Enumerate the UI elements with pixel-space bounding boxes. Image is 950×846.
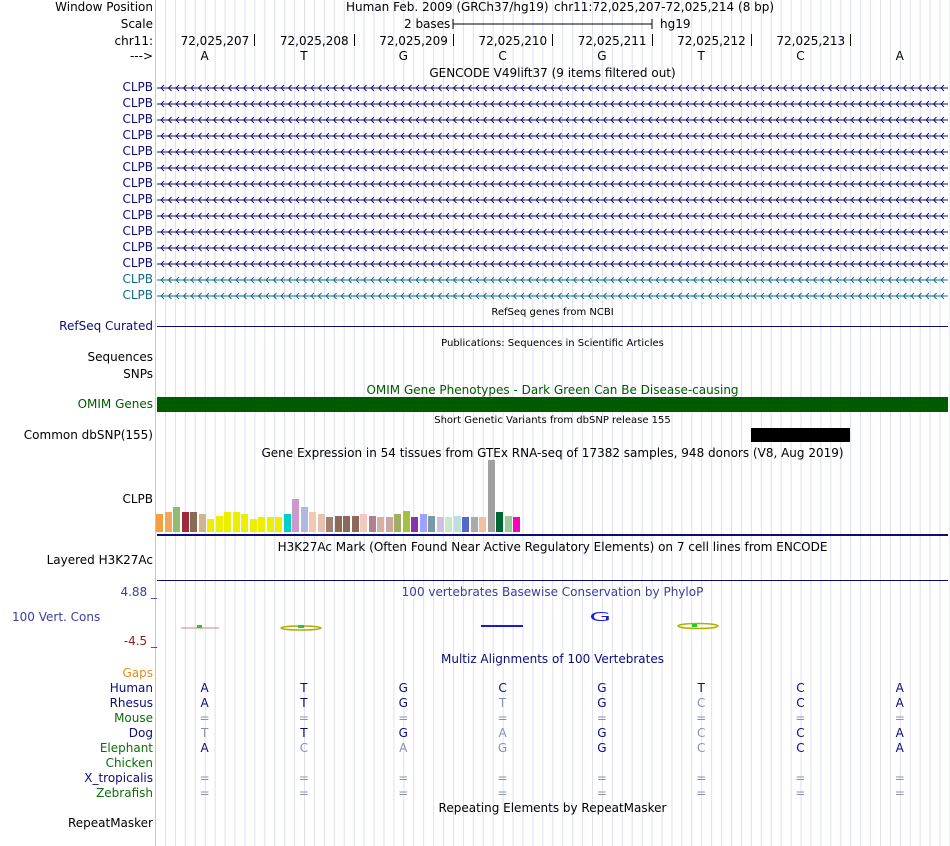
conservation-min-label: -4.5 _ bbox=[123, 634, 157, 648]
gtex-tissue-bar[interactable] bbox=[318, 514, 325, 532]
gencode-transcript-line[interactable] bbox=[155, 227, 950, 237]
alignment-base: = bbox=[497, 711, 508, 725]
gencode-transcript-label[interactable]: CLPB bbox=[122, 288, 153, 302]
phylop-mark-2 bbox=[281, 625, 321, 630]
alignment-base: C bbox=[299, 741, 309, 755]
sequence-base[interactable]: G bbox=[398, 49, 408, 63]
alignment-base: = bbox=[497, 786, 508, 800]
gtex-tissue-bar[interactable] bbox=[250, 519, 257, 532]
alignment-base: C bbox=[696, 726, 706, 740]
alignment-base: = bbox=[795, 786, 806, 800]
dbsnp-variant-block[interactable] bbox=[751, 428, 850, 442]
alignment-base: G bbox=[497, 741, 508, 755]
gtex-tissue-bar[interactable] bbox=[258, 517, 265, 532]
conservation-label[interactable]: 100 Vert. Cons bbox=[12, 610, 101, 624]
phylop-logo[interactable] bbox=[155, 608, 950, 638]
alignment-base: C bbox=[696, 696, 706, 710]
repeatmasker-label[interactable]: RepeatMasker bbox=[67, 816, 153, 830]
alignment-base: = bbox=[199, 771, 210, 785]
gtex-tissue-bar[interactable] bbox=[267, 517, 274, 532]
gtex-title[interactable]: Gene Expression in 54 tissues from GTEx RNA-seq of 17382 samples, 948 donors (V8, Aug 2019) bbox=[261, 446, 844, 460]
alignment-base: A bbox=[895, 696, 904, 710]
gtex-tissue-bar[interactable] bbox=[352, 516, 359, 532]
gtex-tissue-bar[interactable] bbox=[224, 512, 231, 532]
scale-bar bbox=[452, 17, 657, 31]
gtex-tissue-bar[interactable] bbox=[199, 514, 206, 532]
alignment-base: A bbox=[200, 741, 209, 755]
alignment-base: A bbox=[895, 726, 904, 740]
alignment-base: = bbox=[696, 711, 707, 725]
position-text[interactable]: chr11:72,025,207-72,025,214 (8 bp) bbox=[554, 0, 775, 14]
gtex-tissue-bar[interactable] bbox=[428, 516, 435, 532]
refseq-title[interactable]: RefSeq genes from NCBI bbox=[491, 307, 614, 318]
alignment-base: = bbox=[298, 786, 309, 800]
gtex-tissue-bar[interactable] bbox=[454, 516, 461, 532]
omim-title[interactable]: OMIM Gene Phenotypes - Dark Green Can Be Disease-causing bbox=[366, 383, 739, 397]
gtex-tissue-bar[interactable] bbox=[309, 512, 316, 532]
coord-label: 72,025,211 bbox=[577, 34, 647, 48]
alignment-base: C bbox=[696, 741, 706, 755]
sequence-base[interactable]: T bbox=[300, 49, 308, 63]
species-label[interactable]: Dog bbox=[128, 726, 153, 740]
gencode-transcript-line[interactable] bbox=[155, 259, 950, 269]
alignment-base: = bbox=[398, 711, 409, 725]
alignment-base: = bbox=[795, 771, 806, 785]
scale-label: Scale bbox=[120, 17, 153, 31]
alignment-base: G bbox=[597, 696, 607, 710]
species-label[interactable]: Elephant bbox=[99, 741, 153, 755]
gencode-transcript-line[interactable] bbox=[155, 243, 950, 253]
gtex-tissue-bar[interactable] bbox=[233, 512, 240, 532]
gencode-transcript-label[interactable]: CLPB bbox=[122, 192, 153, 206]
gtex-tissue-bar[interactable] bbox=[343, 516, 350, 532]
gtex-tissue-bar[interactable] bbox=[403, 511, 410, 532]
gtex-tissue-bar[interactable] bbox=[462, 517, 469, 532]
omim-gene-bar[interactable] bbox=[157, 397, 948, 412]
gtex-tissue-bar[interactable] bbox=[173, 507, 180, 532]
gencode-transcript-line[interactable] bbox=[155, 163, 950, 173]
alignment-base: T bbox=[200, 726, 209, 740]
sequence-base[interactable]: C bbox=[796, 49, 805, 63]
gtex-tissue-bar[interactable] bbox=[386, 517, 393, 532]
gtex-tissue-bar[interactable] bbox=[275, 517, 282, 532]
coord-tick bbox=[354, 34, 355, 46]
gencode-transcript-line[interactable] bbox=[155, 211, 950, 221]
species-label[interactable]: X_tropicalis bbox=[84, 771, 153, 785]
gencode-transcript-label[interactable]: CLPB bbox=[122, 208, 153, 222]
phylop-mark-1 bbox=[181, 625, 219, 628]
publications-title[interactable]: Publications: Sequences in Scientific Articles bbox=[441, 338, 664, 349]
phylop-mark-7 bbox=[678, 624, 718, 629]
conservation-title[interactable]: 100 vertebrates Basewise Conservation by PhyloP bbox=[401, 585, 704, 599]
coord-tick bbox=[850, 34, 851, 46]
alignment-base: A bbox=[498, 726, 507, 740]
strand-label: ---> bbox=[129, 49, 153, 63]
sequence-base[interactable]: T bbox=[697, 49, 705, 63]
gtex-tissue-bar[interactable] bbox=[156, 514, 163, 532]
alignment-base: = bbox=[596, 711, 607, 725]
sequence-base[interactable]: A bbox=[200, 49, 209, 63]
gtex-bar-chart[interactable] bbox=[155, 460, 575, 532]
gencode-transcript-line[interactable] bbox=[155, 83, 950, 93]
gencode-transcript-label[interactable]: CLPB bbox=[122, 224, 153, 238]
alignment-base: G bbox=[398, 681, 408, 695]
gtex-tissue-bar[interactable] bbox=[360, 514, 367, 532]
gtex-tissue-bar[interactable] bbox=[241, 514, 248, 532]
h3k27ac-baseline bbox=[157, 580, 948, 581]
gtex-tissue-bar[interactable] bbox=[394, 514, 401, 532]
assembly-text: Human Feb. 2009 (GRCh37/hg19) bbox=[346, 0, 549, 14]
alignment-base: C bbox=[796, 726, 805, 740]
omim-label[interactable]: OMIM Genes bbox=[77, 397, 153, 411]
alignment-base: G bbox=[398, 696, 408, 710]
gencode-transcript-line[interactable] bbox=[155, 291, 950, 301]
h3k27ac-label[interactable]: Layered H3K27Ac bbox=[46, 553, 153, 567]
gencode-transcript-line[interactable] bbox=[155, 179, 950, 189]
scale-db: hg19 bbox=[660, 17, 691, 31]
alignment-base: G bbox=[597, 741, 607, 755]
alignment-base: A bbox=[200, 681, 209, 695]
alignment-base: G bbox=[597, 726, 607, 740]
gencode-transcript-line[interactable] bbox=[155, 275, 950, 285]
coord-tick bbox=[652, 34, 653, 46]
gtex-tissue-bar[interactable] bbox=[437, 517, 444, 532]
alignment-base: = bbox=[696, 786, 707, 800]
refseq-label[interactable]: RefSeq Curated bbox=[59, 319, 153, 333]
gtex-tissue-bar[interactable] bbox=[513, 517, 520, 532]
alignment-base: T bbox=[300, 726, 308, 740]
alignment-base: = bbox=[894, 771, 905, 785]
snps-label[interactable]: SNPs bbox=[123, 367, 153, 381]
h3k27ac-title[interactable]: H3K27Ac Mark (Often Found Near Active Regulatory Elements) on 7 cell lines from ENCODE bbox=[277, 540, 828, 554]
alignment-base: C bbox=[796, 681, 805, 695]
gencode-transcript-label[interactable]: CLPB bbox=[122, 160, 153, 174]
coord-label: 72,025,209 bbox=[379, 34, 448, 48]
gtex-tissue-bar[interactable] bbox=[284, 514, 291, 532]
alignment-base: C bbox=[796, 741, 805, 755]
alignment-base: = bbox=[596, 771, 607, 785]
gtex-tissue-bar[interactable] bbox=[335, 516, 342, 532]
publications-label[interactable]: Sequences bbox=[87, 350, 153, 364]
gtex-label[interactable]: CLPB bbox=[122, 492, 153, 506]
multiz-title[interactable]: Multiz Alignments of 100 Vertebrates bbox=[440, 652, 665, 666]
dbsnp-title[interactable]: Short Genetic Variants from dbSNP release 155 bbox=[434, 415, 671, 426]
alignment-base: = bbox=[199, 711, 210, 725]
sequence-base[interactable]: C bbox=[498, 49, 507, 63]
gencode-transcript-line[interactable] bbox=[155, 115, 950, 125]
gencode-transcript-line[interactable] bbox=[155, 195, 950, 205]
gtex-tissue-bar[interactable] bbox=[420, 514, 427, 532]
alignment-base: = bbox=[199, 786, 210, 800]
gtex-tissue-bar[interactable] bbox=[326, 517, 333, 532]
alignment-base: = bbox=[398, 786, 409, 800]
alignment-base: A bbox=[200, 696, 209, 710]
gtex-tissue-bar[interactable] bbox=[479, 517, 486, 532]
alignment-base: T bbox=[300, 681, 308, 695]
coord-label: 72,025,213 bbox=[776, 34, 846, 48]
svg-text:G: G bbox=[589, 610, 612, 625]
alignment-base: = bbox=[298, 711, 309, 725]
coord-label: 72,025,207 bbox=[180, 34, 250, 48]
gtex-baseline bbox=[157, 534, 948, 536]
species-label[interactable]: Human bbox=[109, 681, 153, 695]
coord-label: 72,025,210 bbox=[478, 34, 548, 48]
window-position-label: Window Position bbox=[55, 0, 153, 14]
gtex-tissue-bar[interactable] bbox=[182, 512, 189, 532]
gtex-tissue-bar[interactable] bbox=[411, 517, 418, 532]
alignment-base: C bbox=[498, 681, 507, 695]
coord-label: 72,025,212 bbox=[677, 34, 746, 48]
conservation-max-label: 4.88 _ bbox=[120, 585, 157, 599]
gencode-transcript-line[interactable] bbox=[155, 147, 950, 157]
alignment-base: T bbox=[300, 696, 308, 710]
species-label[interactable]: Chicken bbox=[105, 756, 153, 770]
gtex-tissue-bar[interactable] bbox=[190, 512, 197, 532]
gencode-transcript-line[interactable] bbox=[155, 131, 950, 141]
gaps-label[interactable]: Gaps bbox=[122, 666, 153, 680]
gtex-tissue-bar[interactable] bbox=[471, 517, 478, 532]
gtex-tissue-bar[interactable] bbox=[369, 516, 376, 532]
phylop-mark-5 bbox=[589, 611, 611, 625]
gtex-tissue-bar[interactable] bbox=[207, 519, 214, 532]
gtex-tissue-bar[interactable] bbox=[292, 499, 299, 532]
sequence-base[interactable]: G bbox=[597, 49, 607, 63]
coord-tick bbox=[453, 34, 454, 46]
gtex-tissue-bar[interactable] bbox=[165, 512, 172, 532]
alignment-base: = bbox=[298, 771, 309, 785]
gencode-title[interactable]: GENCODE V49lift37 (9 items filtered out) bbox=[429, 66, 676, 80]
coord-tick bbox=[552, 34, 553, 46]
gtex-tissue-bar[interactable] bbox=[496, 512, 503, 532]
gtex-tissue-bar[interactable] bbox=[505, 516, 512, 532]
alignment-base: = bbox=[894, 711, 905, 725]
gtex-tissue-bar[interactable] bbox=[301, 507, 308, 532]
dbsnp-label[interactable]: Common dbSNP(155) bbox=[23, 428, 153, 442]
alignment-base: C bbox=[796, 696, 805, 710]
gencode-transcript-label[interactable]: CLPB bbox=[122, 96, 153, 110]
gencode-transcript-line[interactable] bbox=[155, 99, 950, 109]
alignment-base: = bbox=[894, 786, 905, 800]
gencode-transcript-label[interactable]: CLPB bbox=[122, 112, 153, 126]
gencode-transcript-label[interactable]: CLPB bbox=[122, 144, 153, 158]
alignment-base: A bbox=[895, 681, 904, 695]
alignment-base: A bbox=[895, 741, 904, 755]
gtex-tissue-bar[interactable] bbox=[377, 517, 384, 532]
gtex-tissue-bar[interactable] bbox=[216, 516, 223, 532]
alignment-base: = bbox=[795, 711, 806, 725]
coord-tick bbox=[254, 34, 255, 46]
alignment-base: T bbox=[697, 681, 705, 695]
alignment-base: A bbox=[399, 741, 408, 755]
coord-label: 72,025,208 bbox=[279, 34, 349, 48]
gencode-transcript-label[interactable]: CLPB bbox=[122, 256, 153, 270]
alignment-base: G bbox=[597, 681, 607, 695]
coord-tick bbox=[751, 34, 752, 46]
species-label[interactable]: Mouse bbox=[114, 711, 153, 725]
sequence-base[interactable]: A bbox=[895, 49, 904, 63]
repeatmasker-title[interactable]: Repeating Elements by RepeatMasker bbox=[438, 801, 667, 815]
gtex-tissue-bar[interactable] bbox=[445, 517, 452, 532]
gencode-transcript-label[interactable]: CLPB bbox=[122, 80, 153, 94]
gencode-transcript-label[interactable]: CLPB bbox=[122, 128, 153, 142]
alignment-base: = bbox=[596, 786, 607, 800]
refseq-gene-line[interactable] bbox=[157, 326, 948, 327]
alignment-base: = bbox=[398, 771, 409, 785]
species-label[interactable]: Rhesus bbox=[109, 696, 153, 710]
species-label[interactable]: Zebrafish bbox=[96, 786, 153, 800]
scale-bar-text: 2 bases bbox=[404, 17, 451, 31]
gtex-tissue-bar[interactable] bbox=[488, 460, 495, 532]
gencode-transcript-label[interactable]: CLPB bbox=[122, 272, 153, 286]
alignment-base: = bbox=[497, 771, 508, 785]
alignment-base: G bbox=[398, 726, 408, 740]
gencode-transcript-label[interactable]: CLPB bbox=[122, 176, 153, 190]
gencode-transcript-label[interactable]: CLPB bbox=[122, 240, 153, 254]
alignment-base: = bbox=[696, 771, 707, 785]
chrom-label: chr11: bbox=[114, 34, 153, 48]
alignment-base: T bbox=[498, 696, 507, 710]
